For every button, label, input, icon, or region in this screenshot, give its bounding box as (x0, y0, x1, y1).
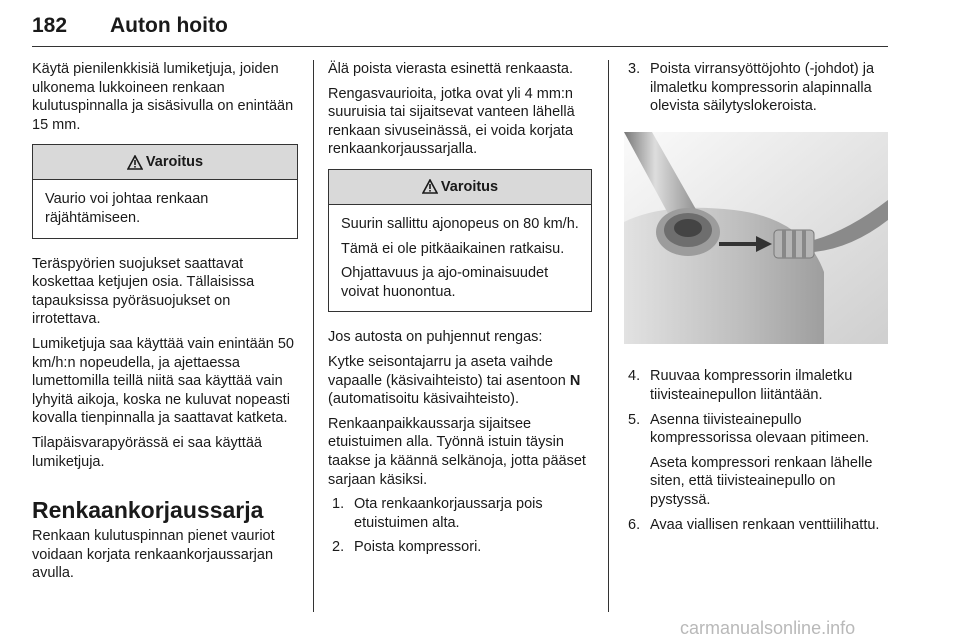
warning-title: Varoitus (145, 154, 204, 171)
warning-header (33, 145, 297, 180)
section-heading: Renkaankorjaussarja (32, 497, 264, 524)
column-1 (32, 60, 298, 589)
warning-text: Suurin sallittu ajonopeus on 80 km/h. (341, 215, 579, 232)
warning-text: Ohjattavuus ja ajo-ominaisuudet voivat huonontua. (341, 265, 549, 300)
step-list (328, 495, 592, 557)
list-item: 6. Avaa viallisen renkaan venttiilihattu. (628, 516, 880, 533)
warning-box (32, 144, 298, 238)
gear-position-n: N (569, 372, 581, 389)
column-divider (608, 60, 609, 612)
paragraph: Käytä pienilenkkisiä lumiketjuja, joiden ulkonema lukkoineen renkaan kulutuspinnalla ja sisäsivulla on enintään 15 mm. (32, 61, 294, 133)
warning-title: Varoitus (440, 178, 499, 195)
warning-header (329, 170, 591, 205)
column-divider (313, 60, 314, 612)
warning-icon (422, 179, 438, 194)
column-2 (328, 60, 592, 563)
warning-body (329, 205, 591, 311)
text-run: (automatisoitu käsivaihteisto). (328, 391, 519, 408)
paragraph: Tilapäisvarapyörässä ei saa käyttää lumiketjuja. (32, 434, 262, 470)
warning-text: Tämä ei ole pitkäaikainen ratkaisu. (341, 240, 565, 257)
paragraph: Renkaan kulutuspinnan pienet vauriot voidaan korjata renkaankorjaussarjan avulla. (32, 528, 275, 582)
paragraph: Renkaanpaikkaussarja sijaitsee etuistuimen alla. Työnnä istuin täysin taakse ja käännä selkänoja, jotta pääset sarjaan käsiksi. (328, 415, 586, 488)
text-run: Kytke seisontajarru ja aseta vaihde vapaalle (käsivaihteisto) tai asentoon (328, 353, 570, 389)
list-item: 3. Poista virransyöttöjohto (-johdot) ja ilmaletku kompressorin alapinnalla olevista säilytyslokeroista. (628, 61, 875, 115)
warning-icon (127, 155, 143, 170)
header-rule (32, 46, 888, 47)
paragraph (328, 353, 592, 409)
list-item: 5. Asenna tiivisteainepullo kompressorissa olevaan pitimeen. Aseta kompressori renkaan lähelle siten, että tiivisteainepullo on pystyssä. (624, 411, 888, 510)
warning-body (33, 180, 297, 237)
paragraph: Teräspyörien suojukset saattavat koskettaa ketjujen osia. Tällaisissa tapauksissa pyöräsuojukset on irrotettava. (32, 255, 255, 328)
step-list (624, 60, 888, 116)
sub-paragraph: Aseta kompressori renkaan lähelle siten, että tiivisteainepullo on pystyssä. (650, 454, 873, 508)
warning-box (328, 169, 592, 312)
list-item: 4. Ruuvaa kompressorin ilmaletku tiivisteainepullon liitäntään. (628, 368, 853, 403)
paragraph: Lumiketjuja saa käyttää vain enintään 50 km/h:n nopeudella, ja ajettaessa lumettomilla teillä niitä saa käyttää vain lyhyitä aikoja, koska ne kuluvat nopeasti kovalla tienpinnalla ja saattavat katketa. (32, 335, 294, 427)
watermark: carmanualsonline.info (680, 618, 856, 638)
list-item: 2. Poista kompressori. (332, 539, 482, 556)
page-number: 182 (32, 14, 68, 37)
paragraph: Älä poista vierasta esinettä renkaasta. (328, 61, 574, 77)
column-3 (624, 60, 888, 540)
compressor-hose-illustration (624, 132, 888, 344)
list-item: 1. Ota renkaankorjaussarja pois etuistuimen alta. (332, 496, 543, 531)
page-title: Auton hoito (110, 14, 228, 37)
paragraph: Jos autosta on puhjennut rengas: (328, 329, 543, 346)
step-list (624, 367, 888, 534)
paragraph: Rengasvaurioita, jotka ovat yli 4 mm:n suuruisia tai sijaitsevat vanteen lähellä renkaan sivuseinässä, ei voida korjata renkaankorjaussarjalla. (328, 85, 575, 158)
warning-text: Vaurio voi johtaa renkaan räjähtämiseen. (45, 191, 209, 226)
